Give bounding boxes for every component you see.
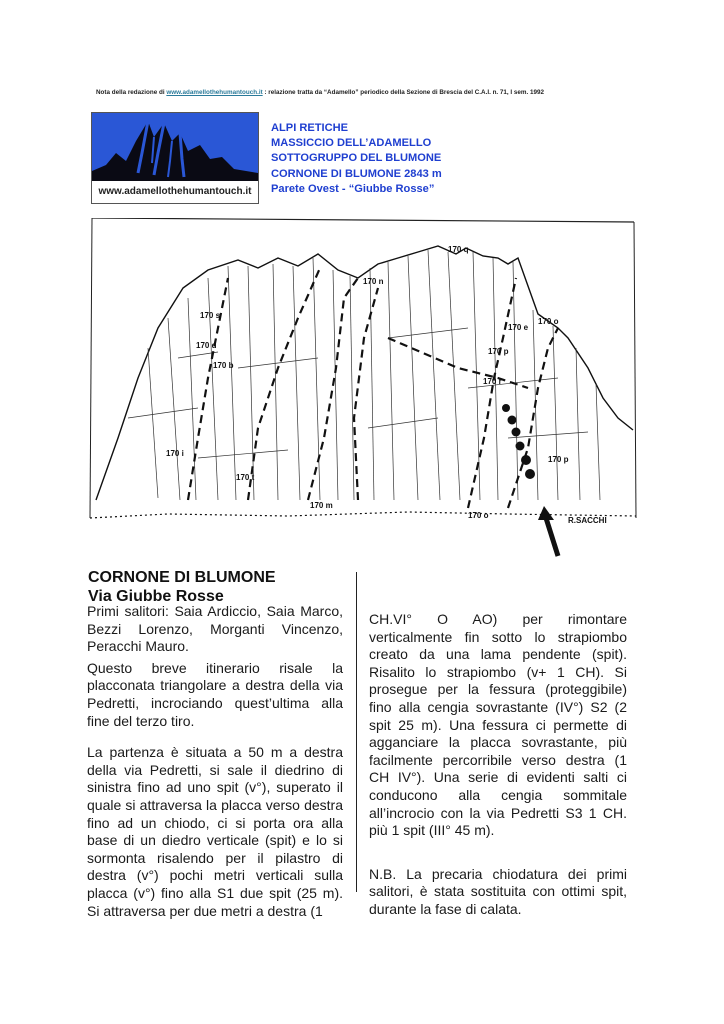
article-note: N.B. La precaria chiodatura dei primi salitori, è stata sostituita con ottimi spit, durante la fase di calata. <box>369 865 627 917</box>
article-paragraph: CH.VI° O AO) per rimontare verticalmente fin sotto lo strapiombo creato da una lama pendente (spit). Risalito lo strapiombo (v+ 1 CH). Si prosegue per la fessura (proteggibile) fino alla cengia sovrastante (IV°) S2 (2 spit 25 m). Una fessura ci permette di agganciare la placca sovrastante, più facilmente percorribile verso destra (1 CH IV°). Una serie di evidenti salti ci conducono alla cengia sommitale all’incrocio con la via Pedretti S3 1 CH. più 1 spit (III° 45 m). <box>369 611 627 839</box>
route-label: 170 m <box>310 501 333 510</box>
editorial-note <box>96 89 544 96</box>
route-label: 170 o <box>538 317 559 326</box>
route-label: 170 t <box>236 473 255 482</box>
route-label: 170 b <box>213 361 234 370</box>
article-subtitle: Via Giubbe Rosse <box>88 588 224 605</box>
site-logo[interactable] <box>91 112 259 204</box>
article-paragraph: La partenza è situata a 50 m a destra della via Pedretti, si sale il diedrino di sinistra fino ad uno spit (v°), superato il quale si attraversa la placca verso destra fino ad un chiodo, ci si porta ora alla base di un diedro verticale (spit) e lo si sormonta risalendo per il pilastro di destra (v°) pochi metri verticali sulla placca (v°) fino alla S1 due spit (25 m). Si attraversa per due metri a destra (1 <box>87 744 343 919</box>
location-heading <box>271 121 442 197</box>
route-label: 170 s <box>200 311 221 320</box>
heading-line: CORNONE DI BLUMONE 2843 m <box>271 167 442 180</box>
article-column-left <box>87 603 343 931</box>
route-label: 170 p <box>548 455 569 464</box>
route-topo-drawing <box>88 218 638 558</box>
note-suffix: : relazione tratta da “Adamello” periodico della Sezione di Brescia del C.A.I. n. 71, I sem. 1992 <box>262 89 545 96</box>
heading-line: SOTTOGRUPPO DEL BLUMONE <box>271 152 442 165</box>
route-label: 170 n <box>363 277 384 286</box>
route-label: 170 q <box>448 245 469 254</box>
artist-signature: R.SACCHI <box>568 516 607 525</box>
route-label: 170 r <box>483 377 502 386</box>
article-paragraph: Questo breve itinerario risale la placconata triangolare a destra della via Pedretti, incrociando quest’ultima alla fine del terzo tiro. <box>87 659 343 729</box>
website-link[interactable]: www.adamellothehumantouch.it <box>166 89 263 96</box>
article-title: CORNONE DI BLUMONE <box>88 569 276 586</box>
article-column-right <box>369 611 627 930</box>
logo-url: www.adamellothehumantouch.it <box>98 186 252 197</box>
heading-line: MASSICCIO DELL’ADAMELLO <box>271 137 432 150</box>
route-label: 170 p <box>488 347 509 356</box>
heading-line: ALPI RETICHE <box>271 122 349 134</box>
column-divider <box>356 572 357 892</box>
route-label: 170 i <box>166 449 184 458</box>
note-prefix: Nota della redazione di <box>96 89 167 96</box>
article-paragraph: Primi salitori: Saia Ardiccio, Saia Marco, Bezzi Lorenzo, Morganti Vincenzo, Peracchi Mauro. <box>87 603 343 655</box>
route-label: 170 o <box>468 511 489 520</box>
route-label: 170 d <box>196 341 217 350</box>
heading-line: Parete Ovest - “Giubbe Rosse” <box>271 182 435 195</box>
route-label: 170 e <box>508 323 529 332</box>
